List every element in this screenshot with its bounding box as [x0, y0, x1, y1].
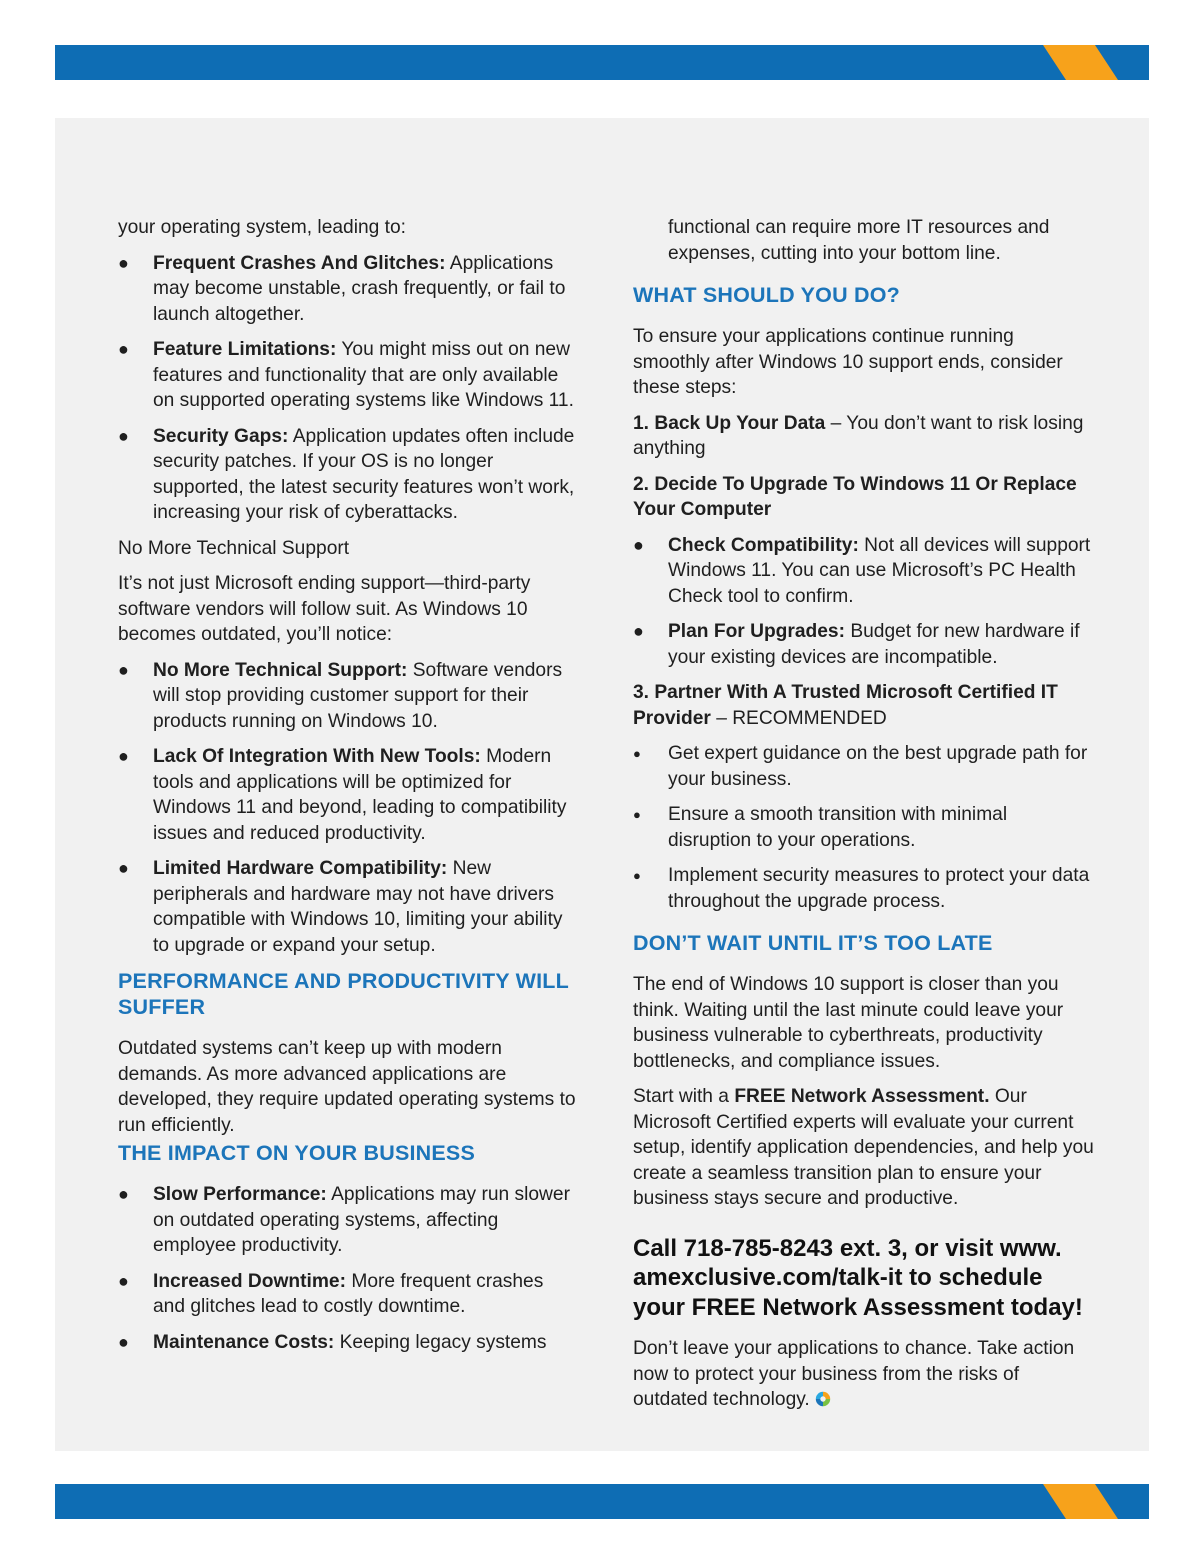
list-item: ● Plan For Upgrades: Budget for new hardware if your existing devices are incompatible.: [633, 621, 1080, 668]
bullet-icon: ●: [118, 1270, 129, 1291]
list-item: ● Maintenance Costs: Keeping legacy systems: [118, 1330, 580, 1356]
list-item: ● Increased Downtime: More frequent crashes and glitches lead to costly downtime.: [118, 1270, 544, 1317]
paragraph: The end of Windows 10 support is closer than you think. Waiting until the last minute could leave your business vulnerable to cyberthreats, productivity bottlenecks, and compliance issues.: [633, 974, 1064, 1072]
list-item: ● Slow Performance: Applications may run slower on outdated operating systems, affecting employee productivity.: [118, 1184, 570, 1256]
list-item: ● Ensure a smooth transition with minimal disruption to your operations.: [633, 804, 1008, 851]
swirl-logo-icon: [814, 1390, 832, 1408]
bullet-icon: ●: [118, 746, 129, 766]
bullet-icon: ●: [118, 425, 129, 446]
list-item: ● Limited Hardware Compatibility: New peripherals and hardware may not have drivers compatible with Windows 10, limiting your ability to upgrade or expand your setup.: [118, 858, 563, 956]
bullet-icon: ●: [633, 534, 644, 555]
bullet-icon: ●: [118, 1331, 129, 1352]
bullet-icon: ●: [118, 1184, 129, 1204]
step-3: 3. Partner With A Trusted Microsoft Certified IT Provider – RECOMMENDED: [633, 682, 1058, 729]
call-to-action: Call 718-785-8243 ext. 3, or visit www. amexclusive.com/talk-it to schedule your FREE Network Assessment today!: [633, 1234, 1083, 1321]
content-panel: [55, 118, 1149, 1451]
list-item: ● Implement security measures to protect your data throughout the upgrade process.: [633, 865, 1090, 912]
assessment-paragraph: Start with a FREE Network Assessment. Our Microsoft Certified experts will evaluate your current setup, identify application dependencies, and help you create a seamless transition plan to ensure your business stays secure and productive.: [633, 1086, 1094, 1209]
upgrade-list: [633, 533, 1095, 671]
section-heading: PERFORMANCE AND PRODUCTIVITY WILL SUFFER: [118, 969, 569, 1019]
section-heading: DON’T WAIT UNTIL IT’S TOO LATE: [633, 931, 993, 955]
bullet-icon: ●: [633, 807, 641, 822]
bullet-icon: ●: [633, 746, 641, 761]
step-2: 2. Decide To Upgrade To Windows 11 Or Replace Your Computer: [633, 473, 1077, 520]
bullet-icon: ●: [633, 868, 641, 883]
paragraph: To ensure your applications continue running smoothly after Windows 10 support ends, consider these steps:: [633, 326, 1063, 398]
right-column: [633, 215, 1095, 1423]
list-item: ● Get expert guidance on the best upgrade path for your business.: [633, 743, 1088, 790]
list-item: ● Frequent Crashes And Glitches: Applications may become unstable, crash frequently, or fail to launch altogether.: [118, 252, 566, 325]
list-item: ● Security Gaps: Application updates often include security patches. If your OS is no longer supported, the latest security features won’t work, increasing your risk of cyberattacks.: [118, 425, 575, 523]
closing-paragraph: Don’t leave your applications to chance. Take action now to protect your business from the risks of outdated technology.: [633, 1338, 1075, 1410]
bottom-color-band: [55, 1484, 1149, 1519]
intro-text: your operating system, leading to:: [118, 217, 406, 238]
section-heading: THE IMPACT ON YOUR BUSINESS: [118, 1141, 476, 1165]
paragraph: It’s not just Microsoft ending support—third-party software vendors will follow suit. As Windows 10 becomes outdated, you’ll notice:: [118, 573, 531, 645]
partner-list: [633, 741, 1095, 914]
step-1: 1. Back Up Your Data – You don’t want to risk losing anything: [633, 412, 1084, 459]
section-heading: WHAT SHOULD YOU DO?: [633, 283, 900, 307]
bullet-icon: ●: [118, 659, 129, 680]
paragraph: Outdated systems can’t keep up with modern demands. As more advanced applications are developed, they require updated operating systems to run efficiently.: [118, 1038, 576, 1136]
bullet-icon: ●: [118, 339, 129, 359]
issues-list: [118, 251, 580, 526]
continuation-text: functional can require more IT resources and expenses, cutting into your bottom line.: [668, 217, 1050, 264]
bullet-icon: ●: [633, 621, 644, 641]
list-item: ● Lack Of Integration With New Tools: Modern tools and applications will be optimized for Windows 11 and beyond, leading to compatibility issues and reduced productivity.: [118, 746, 567, 844]
subheading: No More Technical Support: [118, 537, 350, 559]
list-item: ● Feature Limitations: You might miss out on new features and functionality that are only available on supported operating systems like Windows 11.: [118, 339, 574, 411]
bullet-icon: ●: [118, 858, 129, 878]
vendor-list: [118, 658, 580, 959]
top-color-band: [55, 45, 1149, 80]
bullet-icon: ●: [118, 252, 129, 273]
left-column: [118, 215, 580, 1365]
impact-list: [118, 1182, 580, 1355]
list-item: ● No More Technical Support: Software vendors will stop providing customer support for their products running on Windows 10.: [118, 659, 563, 732]
list-item: ● Check Compatibility: Not all devices will support Windows 11. You can use Microsoft’s PC Health Check tool to confirm.: [633, 534, 1091, 607]
